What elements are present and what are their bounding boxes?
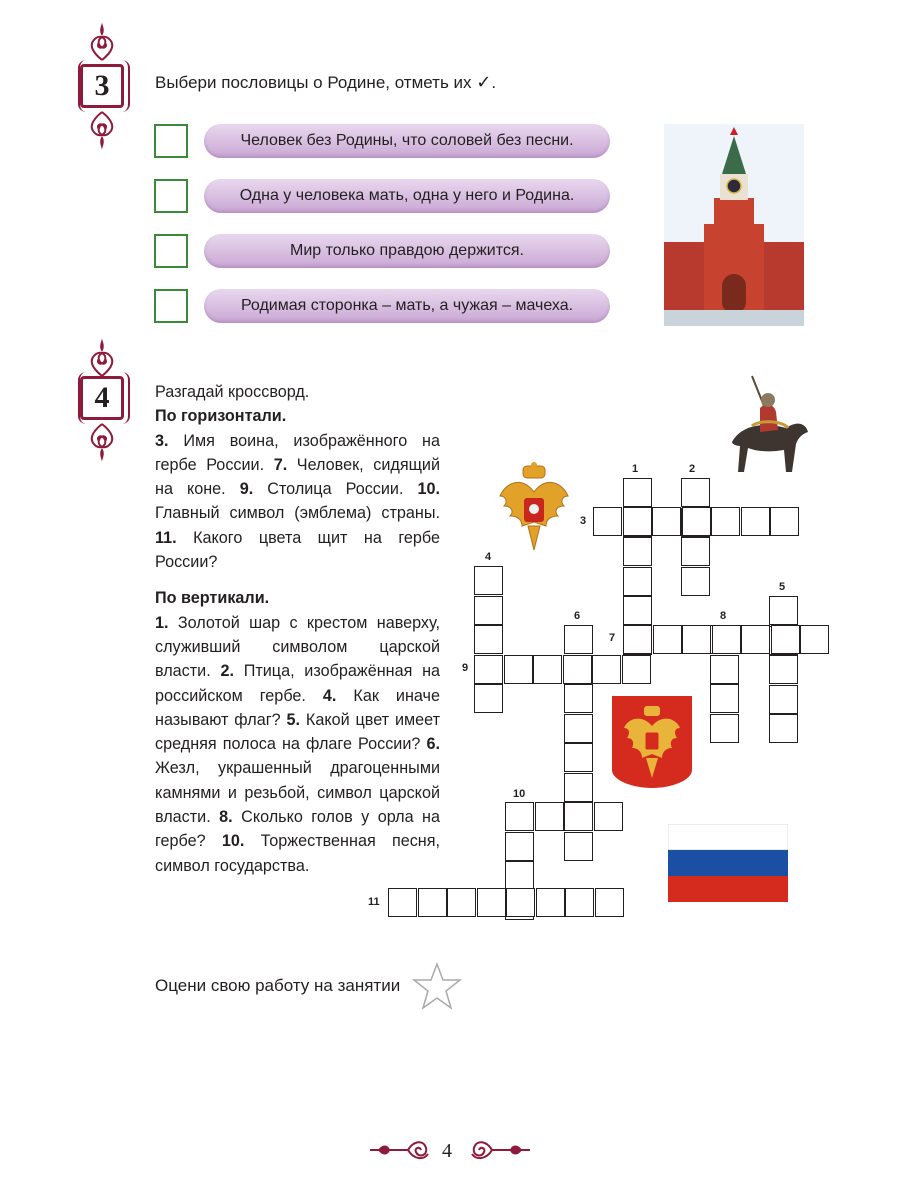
proverb-checkbox-4[interactable] [154, 289, 188, 323]
proverb-checkbox-1[interactable] [154, 124, 188, 158]
crossword-cell[interactable] [388, 888, 417, 917]
crossword-cell[interactable] [564, 802, 593, 831]
crossword-cell[interactable] [592, 655, 621, 684]
crossword-cell[interactable] [623, 625, 652, 654]
crossword-cell[interactable] [474, 684, 503, 713]
crossword-cell[interactable] [710, 655, 739, 684]
proverb-option: Одна у человека мать, одна у него и Родина. [204, 179, 610, 213]
across-clues: 3. Имя воина, изображённого на гербе России. 7. Человек, сидящий на коне. 9. Столица России. 10. Главный символ (эмблема) страны. 11. Какого цвета щит на гербе России? [155, 431, 441, 572]
crossword-cell[interactable] [564, 743, 593, 772]
crossword-cell[interactable] [681, 537, 710, 566]
down-clues: 1. Золотой шар с крестом наверху, служивший символом царской власти. 2. Птица, изображённая на российском гербе. 4. Как иначе называют флаг? 5. Какой цвет имеет средняя полоса на флаге России? 6. Жезл, украшенный драгоценными камнями и резьбой, символ царской власти. 8. Сколько голов у орла на гербе? 10. Торжественная песня, символ государства. [155, 613, 441, 875]
crossword-clue-number: 3 [580, 515, 587, 527]
crossword-cell[interactable] [564, 773, 593, 802]
crossword-cell[interactable] [418, 888, 447, 917]
horseman-icon [722, 372, 812, 476]
crossword-cell[interactable] [564, 625, 593, 654]
crossword-cell[interactable] [504, 655, 533, 684]
crossword-cell[interactable] [769, 596, 798, 625]
russian-flag-icon [668, 824, 788, 902]
task3-instruction: Выбери пословицы о Родине, отметь их ✓. [155, 72, 497, 92]
crossword-clue-number: 4 [485, 551, 492, 563]
crossword-cell[interactable] [710, 714, 739, 743]
crossword-cell[interactable] [623, 537, 652, 566]
crossword-cell[interactable] [771, 625, 800, 654]
crossword-cell[interactable] [563, 655, 592, 684]
crossword-cell[interactable] [622, 655, 651, 684]
crossword-clue-number: 5 [779, 581, 786, 593]
star-icon[interactable] [412, 962, 462, 1010]
proverb-option: Мир только правдою держится. [204, 234, 610, 268]
crossword-cell[interactable] [505, 832, 534, 861]
crossword-clue-number: 1 [632, 463, 639, 475]
crossword-cell[interactable] [593, 507, 622, 536]
crossword-cell[interactable] [800, 625, 829, 654]
crossword-clues [155, 380, 440, 878]
self-assessment-label: Оцени свою работу на занятии [155, 976, 401, 995]
task4-instruction: Разгадай кроссворд. [155, 383, 310, 401]
crossword-cell[interactable] [533, 655, 562, 684]
crossword-cell[interactable] [711, 507, 740, 536]
crossword-cell[interactable] [710, 684, 739, 713]
across-heading: По горизонтали. [155, 407, 287, 426]
crossword-cell[interactable] [535, 802, 564, 831]
crossword-cell[interactable] [623, 567, 652, 596]
crossword-cell[interactable] [536, 888, 565, 917]
crossword-cell[interactable] [474, 625, 503, 654]
task-number-4: 4 [80, 376, 124, 420]
crossword-cell[interactable] [741, 625, 770, 654]
crossword-cell[interactable] [769, 685, 798, 714]
crossword-cell[interactable] [565, 888, 594, 917]
proverb-checkbox-2[interactable] [154, 179, 188, 213]
crossword-cell[interactable] [564, 714, 593, 743]
crossword-cell[interactable] [474, 596, 503, 625]
crossword-cell[interactable] [506, 888, 535, 917]
crossword-cell[interactable] [623, 507, 652, 536]
crossword-cell[interactable] [712, 625, 741, 654]
crossword-clue-number: 11 [368, 896, 380, 908]
crossword-cell[interactable] [595, 888, 624, 917]
page-number: 4 [442, 1140, 452, 1162]
crossword-clue-number: 6 [574, 610, 581, 622]
crossword-cell[interactable] [623, 596, 652, 625]
task-number-3: 3 [80, 64, 124, 108]
checkmark-icon: ✓ [476, 72, 492, 92]
crossword-cell[interactable] [505, 861, 534, 890]
proverb-checkbox-3[interactable] [154, 234, 188, 268]
crossword-cell[interactable] [564, 684, 593, 713]
crossword-clue-number: 7 [609, 632, 616, 644]
crossword-cell[interactable] [594, 802, 623, 831]
coat-of-arms-icon [612, 696, 692, 788]
crossword-cell[interactable] [681, 567, 710, 596]
proverb-option: Родимая сторонка – мать, а чужая – мачеха. [204, 289, 610, 323]
crossword-cell[interactable] [769, 714, 798, 743]
crossword-cell[interactable] [682, 507, 711, 536]
down-heading: По вертикали. [155, 589, 270, 608]
crossword-cell[interactable] [681, 478, 710, 507]
crossword-cell[interactable] [474, 655, 503, 684]
crossword-cell[interactable] [474, 566, 503, 595]
crossword-cell[interactable] [564, 832, 593, 861]
crossword-clue-number: 2 [689, 463, 696, 475]
crossword-cell[interactable] [741, 507, 770, 536]
crossword-cell[interactable] [623, 478, 652, 507]
crossword-clue-number: 8 [720, 610, 727, 622]
crossword-cell[interactable] [652, 507, 681, 536]
crossword-clue-number: 10 [513, 788, 526, 800]
ornament-icon [462, 1134, 532, 1166]
kremlin-tower-icon [664, 124, 804, 326]
eagle-emblem-icon [496, 462, 572, 554]
crossword-cell[interactable] [505, 802, 534, 831]
crossword-cell[interactable] [477, 888, 506, 917]
ornament-icon [368, 1134, 438, 1166]
proverb-option: Человек без Родины, что соловей без песни. [204, 124, 610, 158]
crossword-cell[interactable] [447, 888, 476, 917]
crossword-cell[interactable] [769, 655, 798, 684]
crossword-cell[interactable] [770, 507, 799, 536]
ornament-icon [82, 418, 122, 462]
crossword-cell[interactable] [682, 625, 711, 654]
crossword-clue-number: 9 [462, 662, 469, 674]
ornament-icon [82, 106, 122, 150]
crossword-cell[interactable] [653, 625, 682, 654]
